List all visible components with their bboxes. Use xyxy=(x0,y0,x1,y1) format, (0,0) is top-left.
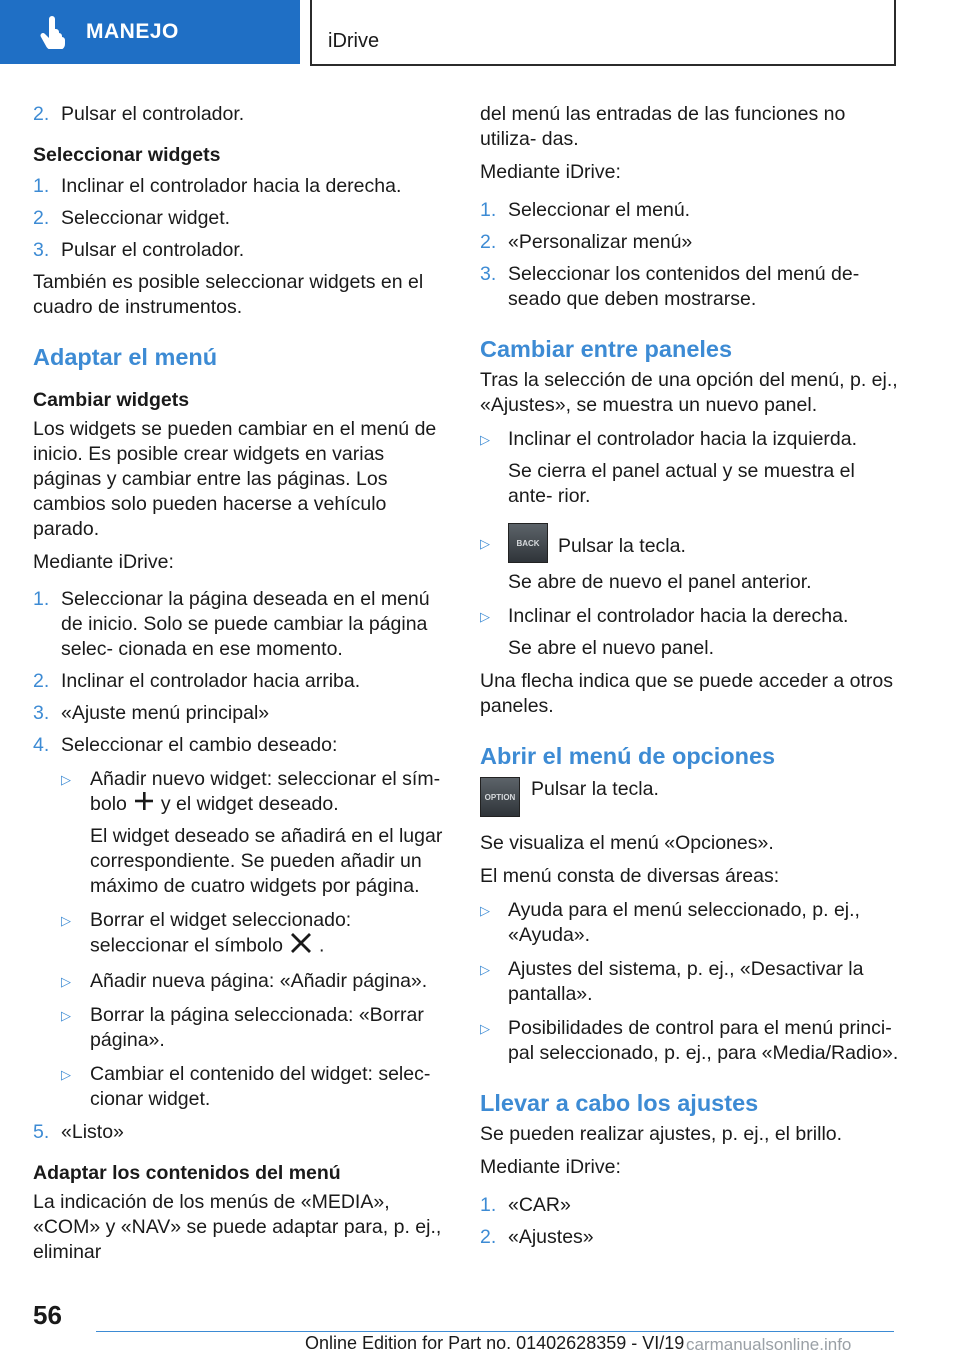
triangle-bullet-icon: ▷ xyxy=(480,609,490,624)
list-item: 3. «Ajuste menú principal» xyxy=(33,702,270,724)
chapter-title: iDrive xyxy=(328,30,380,52)
hand-pointer-icon xyxy=(34,12,74,52)
list-item: 4. Seleccionar el cambio deseado: ▷ Añadir nuevo widget: seleccionar el sím‐ bolo y el widget deseado. El widget deseado se añadirá en el lugar correspondiente. Se pueden añadir un máximo de cuatro widgets por página. ▷ Borrar el widget seleccionado: seleccionar el símbolo . ▷ Añadir nueva página: «Añadir página». ▷ Borrar la página seleccionada: «Borrar página». ▷ Cambiar el contenido del widget: selec‐ cionar widget. xyxy=(33,733,451,1112)
list-item: 3. Pulsar el controlador. xyxy=(33,239,245,261)
section-heading-adapt-menu: Adaptar el menú xyxy=(33,344,218,370)
back-button-icon: BACK xyxy=(508,523,548,563)
subheading-adapt-contents: Adaptar los contenidos del menú xyxy=(33,1162,341,1185)
list-item: 2. «Personalizar menú» xyxy=(480,231,693,253)
list-item: 3. Seleccionar los contenidos del menú de‐ seado que deben mostrarse. xyxy=(480,263,860,310)
left-column xyxy=(33,102,451,1265)
triangle-bullet-icon: ▷ xyxy=(480,1021,490,1036)
list-item: 1. Seleccionar la página deseada en el menú de inicio. Solo se puede cambiar la página selec‐ cionada en ese momento. xyxy=(33,588,430,660)
section-tab xyxy=(0,0,300,64)
plus-icon xyxy=(133,792,155,817)
paragraph: Los widgets se pueden cambiar en el menú de inicio. Es posible crear widgets en varias páginas y cambiar entre las páginas. Los cambios solo pueden hacerse a vehículo parado. xyxy=(33,418,437,540)
watermark: carmanualsonline.info xyxy=(686,1335,852,1354)
triangle-bullet-icon: ▷ xyxy=(480,962,490,977)
triangle-bullet-icon: ▷ xyxy=(61,1067,71,1083)
triangle-bullet-icon: ▷ xyxy=(480,432,490,447)
bullet-item: ▷ BACK Pulsar la tecla. Se abre de nuevo el panel anterior. xyxy=(480,531,900,595)
option-key-row: OPTION Pulsar la tecla. xyxy=(480,777,900,817)
bullet-item: ▷ Cambiar el contenido del widget: selec‐ cionar widget. xyxy=(61,1063,431,1111)
subheading-change-widgets: Cambiar widgets xyxy=(33,389,190,411)
bullet-item: ▷ Inclinar el controlador hacia la derecha. Se abre el nuevo panel. xyxy=(480,605,849,659)
list-item: 5. «Listo» xyxy=(33,1121,124,1144)
triangle-bullet-icon: ▷ xyxy=(61,1008,71,1024)
bullet-item: ▷ Ajustes del sistema, p. ej., «Desactivar la pantalla». xyxy=(480,958,864,1005)
section-heading-options: Abrir el menú de opciones xyxy=(480,743,776,769)
triangle-bullet-icon: ▷ xyxy=(61,772,71,787)
bullet-item: ▷ Añadir nuevo widget: seleccionar el sím‐ bolo y el widget deseado. El widget deseado se añadirá en el lugar correspondiente. Se pueden añadir un máximo de cuatro widgets por página. xyxy=(61,768,443,898)
paragraph: del menú las entradas de las funciones no utiliza‐ das. xyxy=(480,103,846,150)
list-item: 2. Pulsar el controlador. xyxy=(33,103,245,125)
triangle-bullet-icon: ▷ xyxy=(61,913,71,929)
list-number: 2. xyxy=(33,103,50,125)
triangle-bullet-icon: ▷ xyxy=(61,974,71,990)
list-item: 1. Seleccionar el menú. xyxy=(480,199,691,221)
footer-divider xyxy=(96,1331,894,1332)
bullet-item: ▷ Borrar el widget seleccionado: seleccionar el símbolo . xyxy=(61,908,451,960)
right-column xyxy=(480,102,900,1250)
list-item: 2. Seleccionar widget. xyxy=(33,207,231,229)
bullet-item: ▷ Borrar la página seleccionada: «Borrar página». xyxy=(61,1004,424,1052)
paragraph: El menú consta de diversas áreas: xyxy=(480,865,780,887)
paragraph: Se pueden realizar ajustes, p. ej., el brillo. xyxy=(480,1123,843,1145)
paragraph: Mediante iDrive: xyxy=(480,161,621,183)
triangle-bullet-icon: ▷ xyxy=(480,903,490,918)
bullet-item: ▷ Posibilidades de control para el menú princi‐ pal seleccionado, p. ej., para «Media/Radio». xyxy=(480,1017,899,1064)
paragraph: También es posible seleccionar widgets en el cuadro de instrumentos. xyxy=(33,271,424,318)
paragraph: Tras la selección de una opción del menú, p. ej., «Ajustes», se muestra un nuevo panel. xyxy=(480,369,898,416)
paragraph: Mediante iDrive: xyxy=(480,1156,621,1178)
bullet-item: ▷ Inclinar el controlador hacia la izquierda. Se cierra el panel actual y se muestra el ante‐ rior. xyxy=(480,428,858,507)
section-tab-label: MANEJO xyxy=(86,20,179,43)
x-cross-icon xyxy=(289,933,313,960)
list-item: 1. Inclinar el controlador hacia la derecha. xyxy=(33,175,402,197)
paragraph: Se visualiza el menú «Opciones». xyxy=(480,832,774,854)
paragraph: La indicación de los menús de «MEDIA», «COM» y «NAV» se puede adaptar para, p. ej., eliminar xyxy=(33,1191,442,1264)
bullet-item: ▷ Ayuda para el menú seleccionado, p. ej., «Ayuda». xyxy=(480,899,860,946)
bullet-item: ▷ Añadir nueva página: «Añadir página». xyxy=(61,970,428,993)
triangle-bullet-icon: ▷ xyxy=(480,536,490,551)
page-number: 56 xyxy=(33,1300,62,1330)
list-item: 1. «CAR» xyxy=(480,1194,571,1216)
list-item: 2. Inclinar el controlador hacia arriba. xyxy=(33,670,361,692)
list-item: 2. «Ajustes» xyxy=(480,1226,594,1248)
section-heading-settings: Llevar a cabo los ajustes xyxy=(480,1090,759,1116)
chapter-header xyxy=(310,0,896,66)
section-heading-panels: Cambiar entre paneles xyxy=(480,336,733,362)
paragraph: Una flecha indica que se puede acceder a otros paneles. xyxy=(480,670,894,717)
subheading-select-widgets: Seleccionar widgets xyxy=(33,144,221,166)
option-button-icon: OPTION xyxy=(480,777,520,817)
footer-edition: Online Edition for Part no. 01402628359 - VI/19 xyxy=(305,1333,685,1353)
paragraph: Mediante iDrive: xyxy=(33,551,174,573)
